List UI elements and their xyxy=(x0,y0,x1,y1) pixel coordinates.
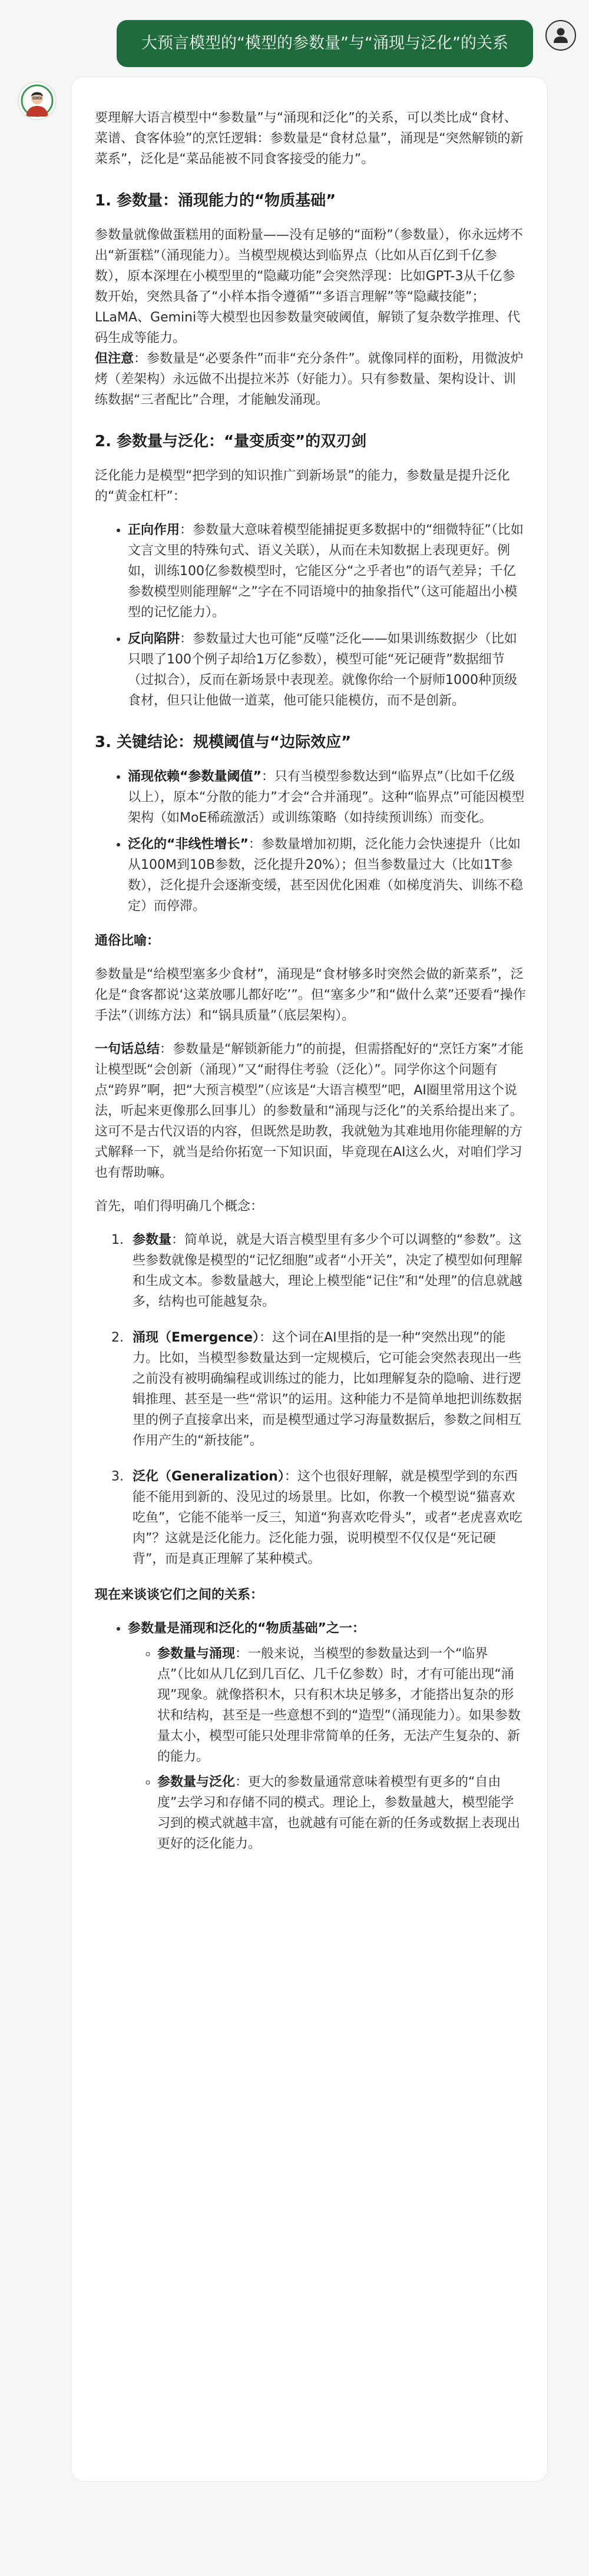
list-item xyxy=(128,834,526,917)
assistant-avatar-icon xyxy=(19,82,55,119)
summary-text: ：参数量是“解锁新能力”的前提，但需搭配好的“烹饪方案”才能让模型既“会创新（涌现）”又“耐得住考验（泛化）”。同学你这个问题有点“跨界”啊，把“大预言模型”（应该是“大语言模型”吧，AI圈里常用这个说法，听起来更像那么回事儿）的参数量和“涌现与泛化”的关系给提出来了。这可不是古代汉语的内容，但既然是助教，我就勉为其难地用你能理解的方式解释一下，就当是给你拓宽一下知识面，毕竟现在AI这么火，对咱们学习也有帮助嘛。 xyxy=(95,1042,524,1180)
concepts-intro: 首先，咱们得明确几个概念： xyxy=(95,1199,264,1214)
item-label: 泛化（Generalization） xyxy=(133,1469,284,1484)
section-1-paragraph: 参数量就像做蛋糕用的面粉量——没有足够的“面粉”（参数量），你永远烤不出“新蛋糕”（涌现能力）。当模型规模达到临界点（比如从百亿到千亿参数），原本深埋在小模型里的“隐藏功能”会突然浮现：比如GPT-3从千亿参数开始，突然具备了“小样本指令遵循”“多语言理解”等“隐藏技能”；LLaMA、Gemini等大模型也因参数量突破阈值，解锁了复杂数学推理、代码生成等能力。 xyxy=(95,228,523,346)
item-label: 参数量与泛化 xyxy=(157,1775,236,1790)
item-label: 涌现依赖“参数量阈值” xyxy=(128,769,262,784)
list-item: • 参数量是涌现和泛化的“物质基础”之一： ◦ 参数量与涌现：一般来说，当模型的参数量达到一个“临界点”（比如从几亿到几百亿、几千亿参数）时，才有可能出现“涌现”现象。就像搭积木，只有积木块足够多，才能搭出复杂的形状和结构，甚至是一些意想不到的“造型”（涌现能力）。如果参数量太小，模型可能只处理非常简单的任务，无法产生复杂的、新的能力。 ◦ 参数量与泛化：更大的参数量通常意味着模型有更多的“自由度”去学习和存储不同的模式。理论上，参数量越大，模型能学习到的模式就越丰富，也就越有可能在新的任务或数据上表现出更好的泛化能力。 xyxy=(128,1618,526,1854)
section-1-note xyxy=(95,348,526,410)
assistant-avatar[interactable] xyxy=(18,81,57,120)
section-2-heading: 2. 参数量与泛化：“量变质变”的双刃剑 xyxy=(95,433,367,450)
item-text: ：一般来说，当模型的参数量达到一个“临界点”（比如从几亿到几百亿、几千亿参数）时，才有可能出现“涌现”现象。就像搭积木，只有积木块足够多，才能搭出复杂的形状和结构，甚至是一些意想不到的“造型”（涌现能力）。如果参数量太小，模型可能只处理非常简单的任务，无法产生复杂的、新的能力。 xyxy=(157,1646,521,1764)
user-message-row xyxy=(0,0,589,77)
item-label: 反向陷阱 xyxy=(128,632,180,646)
summary-paragraph xyxy=(95,1039,526,1183)
analogy-paragraph: 参数量是“给模型塞多少食材”，涌现是“食材够多时突然会做的新菜系”，泛化是“食客都说‘这菜放哪儿都好吃’”。但“塞多少”和“做什么菜”还要看“操作手法”（训练方法）和“锅具质量”（底层架构）。 xyxy=(95,967,526,1023)
list-item xyxy=(128,520,526,623)
section-1-heading: 1. 参数量：涌现能力的“物质基础” xyxy=(95,192,336,210)
list-item xyxy=(128,629,526,711)
list-item xyxy=(128,1230,526,1312)
concepts-list xyxy=(95,1230,526,1569)
item-text: ：只有当模型参数达到“临界点”（比如千亿级以上），原本“分散的能力”才会“合并涌现”。这种“临界点”可能因模型架构（如MoE稀疏激活）或训练策略（如持续预训练）而变化。 xyxy=(128,769,525,825)
list-item xyxy=(128,1327,526,1451)
intro-paragraph: 要理解大语言模型中“参数量”与“涌现和泛化”的关系，可以类比成“食材、菜谱、食客体验”的烹饪逻辑：参数量是“食材总量”，涌现是“突然解锁的新菜系”，泛化是“菜品能被不同食客接受的能力”。 xyxy=(95,111,524,167)
relation-heading: 现在来谈谈它们之间的关系： xyxy=(95,1588,264,1602)
analogy-heading: 通俗比喻： xyxy=(95,934,160,948)
item-text: ：参数量过大也可能“反噬”泛化——如果训练数据少（比如只喂了100个例子却给1万亿参数），模型可能“死记硬背”数据细节（过拟合），反而在新场景中表现差。就像你给一个厨师1000种顶级食材，但只让他做一道菜，他可能只能模仿，而不是创新。 xyxy=(128,632,517,708)
item-label: 正向作用 xyxy=(128,523,180,537)
user-question-bubble: 大预言模型的“模型的参数量”与“涌现与泛化”的关系 xyxy=(117,20,533,67)
item-label: 参数量与涌现 xyxy=(157,1646,236,1661)
list-item xyxy=(128,1466,526,1569)
note-label: 但注意 xyxy=(95,351,134,366)
sub-list-item xyxy=(157,1644,526,1767)
item-text: ：这个词在AI里指的是一种“突然出现”的能力。比如，当模型参数量达到一定规模后，它可能会突然表现出一些之前没有被明确编程或训练过的能力，比如理解复杂的隐喻、进行逻辑推理、甚至是一些“常识”的运用。这种能力不是简单地把训练数据里的例子直接拿出来，而是模型通过学习海量数据后，参数之间相互作用产生的“新技能”。 xyxy=(133,1330,522,1448)
item-label: 参数量 xyxy=(133,1233,172,1247)
user-icon xyxy=(553,27,568,44)
item-text: ：参数量增加初期，泛化能力会快速提升（比如从100M到10B参数，泛化提升20%）；但当参数量过大（比如1T参数），泛化提升会逐渐变缓，甚至因优化困难（如梯度消失、训练不稳定）而停滞。 xyxy=(128,837,524,914)
section-2-paragraph: 泛化能力是模型“把学到的知识推广到新场景”的能力，参数量是提升泛化的“黄金杠杆”： xyxy=(95,469,510,504)
sub-list-item xyxy=(157,1772,526,1854)
list-item xyxy=(128,766,526,828)
section-3-heading: 3. 关键结论：规模阈值与“边际效应” xyxy=(95,733,352,751)
relation-list xyxy=(95,1618,526,1854)
section-2-list xyxy=(95,520,526,711)
summary-label: 一句话总结 xyxy=(95,1042,160,1057)
item-label: 参数量是涌现和泛化的“物质基础”之一 xyxy=(128,1621,352,1636)
item-label: 泛化的“非线性增长” xyxy=(128,837,249,852)
note-text: ：参数量是“必要条件”而非“充分条件”。就像同样的面粉，用微波炉烤（差架构）永远做不出提拉米苏（好能力）。只有参数量、架构设计、训练数据“三者配比”合理，才能触发涌现。 xyxy=(95,351,524,407)
item-label: 涌现（Emergence） xyxy=(133,1330,260,1345)
assistant-answer-card xyxy=(71,77,548,2482)
item-text: ：这个也很好理解，就是模型学到的东西能不能用到新的、没见过的场景里。比如，你教一个模型说“猫喜欢吃鱼”，它能不能举一反三，知道“狗喜欢吃骨头”，或者“老虎喜欢吃肉”？这就是泛化能力。泛化能力强，说明模型不仅仅是“死记硬背”，而是真正理解了某种模式。 xyxy=(133,1469,522,1566)
item-text: ：简单说，就是大语言模型里有多少个可以调整的“参数”。这些参数就像是模型的“记忆细胞”或者“小开关”，决定了模型如何理解和生成文本。参数量越大，理论上模型能“记住”和“处理”的信息就越多，结构也可能越复杂。 xyxy=(133,1233,522,1309)
item-text: ：更大的参数量通常意味着模型有更多的“自由度”去学习和存储不同的模式。理论上，参数量越大，模型能学习到的模式就越丰富，也就越有可能在新的任务或数据上表现出更好的泛化能力。 xyxy=(157,1775,521,1851)
item-text: ：参数量大意味着模型能捕捉更多数据中的“细微特征”（比如文言文里的特殊句式、语义关联），从而在未知数据上表现更好。例如，训练100亿参数模型时，它能区分“之乎者也”的语气差异；千亿参数模型则能理解“之”字在不同语境中的抽象指代”（这可能超出小模型的记忆能力）。 xyxy=(128,523,524,620)
user-avatar[interactable] xyxy=(545,20,576,51)
relation-sublist xyxy=(128,1644,526,1854)
section-3-list xyxy=(95,766,526,917)
